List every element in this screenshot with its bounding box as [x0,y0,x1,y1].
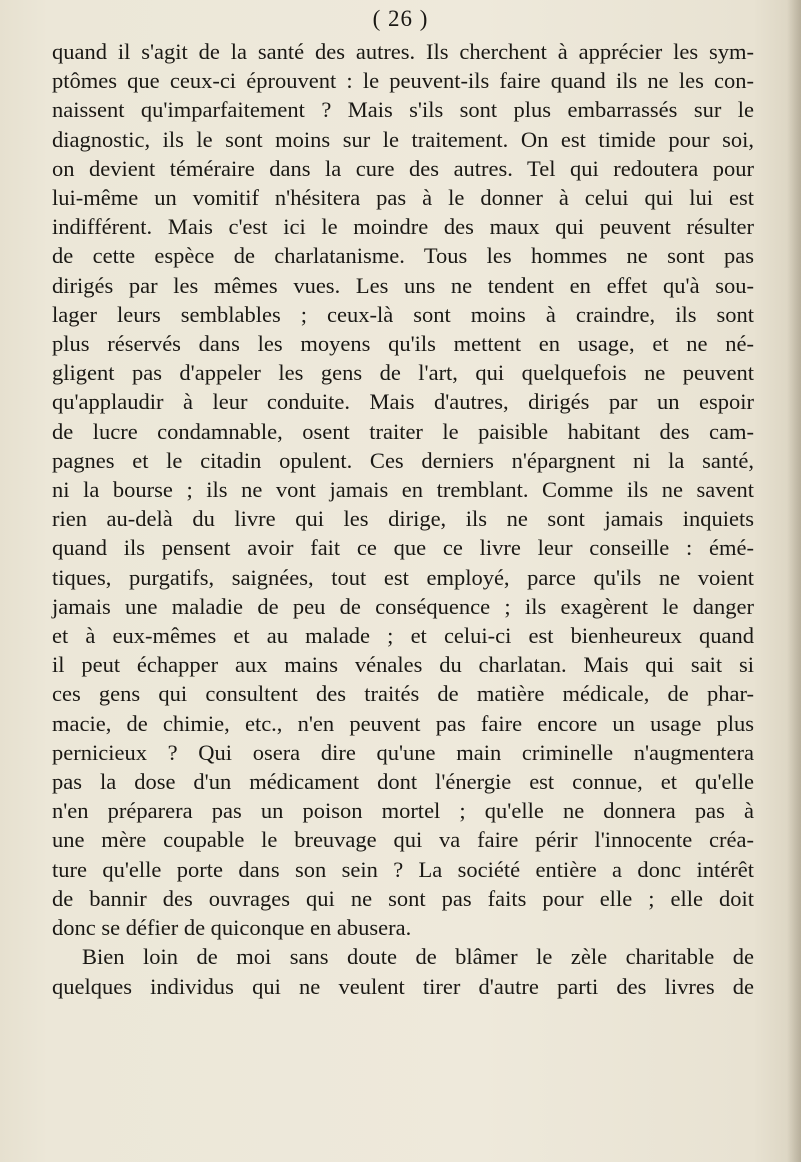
text-line: lui-même un vomitif n'hésitera pas à le donner à celui qui lui est [52,185,754,211]
text-line: et à eux-mêmes et au malade ; et celui-ci est bienheureux quand [52,623,754,649]
text-line: rien au-delà du livre qui les dirige, ils ne sont jamais inquiets [52,506,754,532]
text-line: quelques individus qui ne veulent tirer d'autre parti des livres de [52,973,754,999]
text-line: ces gens qui consultent des traités de matière médicale, de phar- [52,681,754,707]
text-line: de cette espèce de charlatanisme. Tous les hommes ne sont pas [52,243,754,269]
text-line: lager leurs semblables ; ceux-là sont moins à craindre, ils sont [52,301,754,327]
text-line: diagnostic, ils le sont moins sur le traitement. On est timide pour soi, [52,126,754,152]
text-line: pernicieux ? Qui osera dire qu'une main criminelle n'augmentera [52,739,754,765]
text-line: ptômes que ceux-ci éprouvent : le peuvent-ils faire quand ils ne les con- [52,68,754,94]
page-edge-shadow [787,0,801,1162]
text-line: macie, de chimie, etc., n'en peuvent pas faire encore un usage plus [52,710,754,736]
text-line: on devient téméraire dans la cure des autres. Tel qui redoutera pour [52,155,754,181]
paragraph [52,37,754,942]
text-line: pagnes et le citadin opulent. Ces derniers n'épargnent ni la santé, [52,447,754,473]
text-line: quand il s'agit de la santé des autres. Ils cherchent à apprécier les sym- [52,39,754,64]
text-line: de bannir des ouvrages qui ne sont pas faits pour elle ; elle doit [52,885,754,911]
text-line: pas la dose d'un médicament dont l'énergie est connue, et qu'elle [52,769,754,795]
page-number: ( 26 ) [372,6,429,31]
paragraph [52,942,754,1000]
text-line: jamais une maladie de peu de conséquence ; ils exagèrent le danger [52,593,754,619]
text-line: quand ils pensent avoir fait ce que ce livre leur conseille : émé- [52,535,754,561]
text-line: tiques, purgatifs, saignées, tout est employé, parce qu'ils ne voient [52,564,754,590]
text-line: qu'applaudir à leur conduite. Mais d'autres, dirigés par un espoir [52,389,754,415]
text-line: n'en préparera pas un poison mortel ; qu'elle ne donnera pas à [52,798,754,824]
text-line: indifférent. Mais c'est ici le moindre des maux qui peuvent résulter [52,214,754,240]
text-line: dirigés par les mêmes vues. Les uns ne tendent en effet qu'à sou- [52,272,754,298]
text-line: donc se défier de quiconque en abusera. [52,915,412,941]
text-line: naissent qu'imparfaitement ? Mais s'ils sont plus embarrassés sur le [52,97,754,123]
text-line: une mère coupable le breuvage qui va faire périr l'innocente créa- [52,827,754,853]
body-text [52,37,754,1001]
text-line: gligent pas d'appeler les gens de l'art, qui quelquefois ne peuvent [52,360,754,386]
text-line: plus réservés dans les moyens qu'ils mettent en usage, et ne né- [52,331,754,357]
text-line: il peut échapper aux mains vénales du charlatan. Mais qui sait si [52,652,754,678]
text-line: ni la bourse ; ils ne vont jamais en tremblant. Comme ils ne savent [52,477,754,503]
text-line: ture qu'elle porte dans son sein ? La société entière a donc intérêt [52,856,754,882]
text-line: Bien loin de moi sans doute de blâmer le zèle charitable de [82,944,754,970]
text-line: de lucre condamnable, osent traiter le paisible habitant des cam- [52,418,754,444]
